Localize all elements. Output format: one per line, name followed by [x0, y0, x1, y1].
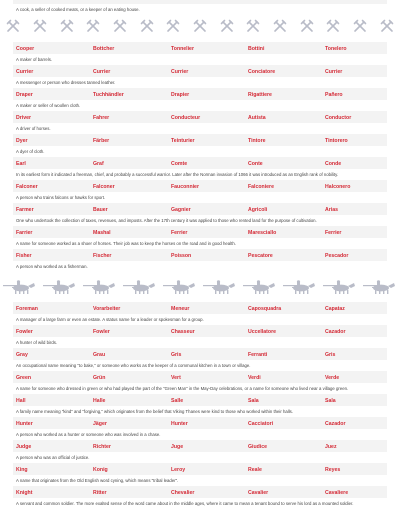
cell-german: Grau [93, 351, 106, 358]
surname-row [13, 486, 387, 498]
cell-spanish: Capataz [325, 305, 345, 312]
cell-german [93, 0, 106, 2]
row-description: A cook, a seller of cooked meats, or a keeper of an eating house. [16, 7, 140, 12]
cell-english: Cooper [16, 45, 35, 52]
cell-italian: Ferranti [248, 351, 268, 358]
cell-italian: Agricoli [248, 206, 268, 213]
cell-german: Falconer [93, 183, 115, 190]
cell-french: Conducteur [171, 114, 201, 121]
row-description: A maker of barrels. [16, 57, 53, 62]
cell-italian: Verdi [248, 374, 261, 381]
crossed-fork-knife-icon [353, 19, 367, 33]
crossed-fork-knife-icon [193, 19, 207, 33]
mounted-knight-icon [363, 280, 397, 294]
decorative-band-cutlery [0, 15, 400, 37]
row-description: A manager of a large farm or even an estate. A status name for a leader or spokesman for a group. [16, 317, 204, 322]
cell-spanish: Currier [325, 68, 343, 75]
cell-german: Fowler [93, 328, 110, 335]
surname-row [13, 65, 387, 77]
cell-english: Gray [16, 351, 28, 358]
row-description: A name for someone who dressed in green or who had played the part of the "Green Man" in the May-Day celebrations, or a name for someone who lived near a village green. [16, 386, 349, 391]
row-description: A dyer of cloth. [16, 149, 45, 154]
row-description: A person who was an official of justice. [16, 455, 90, 460]
cell-french: Leroy [171, 466, 186, 473]
crossed-fork-knife-icon [33, 19, 47, 33]
cell-spanish: Gris [325, 351, 336, 358]
cell-german: Färber [93, 137, 110, 144]
surname-row [13, 417, 387, 429]
cell-english: Judge [16, 443, 32, 450]
cell-italian: Cacciatori [248, 420, 274, 427]
cell-italian: Bottini [248, 45, 265, 52]
cell-german: Bottcher [93, 45, 115, 52]
cell-french: Currier [171, 68, 189, 75]
cell-french: Ferrier [171, 229, 188, 236]
cell-italian: Uccellatore [248, 328, 276, 335]
surname-row [13, 325, 387, 337]
cell-english: Green [16, 374, 31, 381]
cell-english [16, 0, 29, 2]
row-description: A maker or seller of woollen cloth. [16, 103, 81, 108]
surname-row [13, 440, 387, 452]
cell-german: Konig [93, 466, 108, 473]
mounted-knight-icon [283, 280, 317, 294]
mounted-knight-icon [163, 280, 197, 294]
crossed-fork-knife-icon [220, 19, 234, 33]
surname-row [13, 42, 387, 54]
cell-italian: Caposquadra [248, 305, 282, 312]
cell-english: Hall [16, 397, 26, 404]
row-description: A hunter of wild birds. [16, 340, 58, 345]
row-description: A family name meaning "kind" and "forgiving," which originates from the belief that Viking Thanes were kind to those who worked within their halls. [16, 409, 294, 414]
cell-french: Chevalier [171, 489, 195, 496]
surname-row [13, 302, 387, 314]
cell-french: Hunter [171, 420, 188, 427]
surname-row [13, 371, 387, 383]
crossed-fork-knife-icon [246, 19, 260, 33]
cell-english: Farmer [16, 206, 34, 213]
row-description: A driver of horses. [16, 126, 51, 131]
cell-italian: Conte [248, 160, 263, 167]
cell-italian: Rigattiere [248, 91, 272, 98]
cell-english: Falconer [16, 183, 38, 190]
cell-french: Comte [171, 160, 188, 167]
mounted-knight-icon [83, 280, 117, 294]
cell-italian: Giudice [248, 443, 268, 450]
cell-italian: Autista [248, 114, 266, 121]
cell-german: Jäger [93, 420, 107, 427]
crossed-fork-knife-icon [60, 19, 74, 33]
surname-row [13, 134, 387, 146]
cell-italian: Sala [248, 397, 259, 404]
cell-german: Tuchhändler [93, 91, 124, 98]
crossed-fork-knife-icon [300, 19, 314, 33]
cell-german: Fischer [93, 252, 112, 259]
cell-english: Draper [16, 91, 33, 98]
cell-spanish: Cazador [325, 420, 346, 427]
cell-italian: Maresciallo [248, 229, 277, 236]
crossed-fork-knife-icon [113, 19, 127, 33]
surname-row [13, 111, 387, 123]
cell-english: Knight [16, 489, 33, 496]
cell-english: King [16, 466, 28, 473]
cell-italian: Falconiere [248, 183, 274, 190]
cell-english: Dyer [16, 137, 28, 144]
row-description: A name for someone worked as a shoer of horses. Their job was to keep the horses on the road and in good health. [16, 241, 236, 246]
row-description: A servant and common soldier. The more exalted sense of the word came about in the middle ages, where it came to mean a tenant bound to serve his lord as a mounted soldier. [16, 501, 354, 506]
decorative-band-knight [0, 276, 400, 298]
cell-english: Fowler [16, 328, 33, 335]
cell-french: Gagnier [171, 206, 191, 213]
surname-row [13, 226, 387, 238]
cell-spanish: Ferrier [325, 229, 342, 236]
cell-italian: Reale [248, 466, 262, 473]
mounted-knight-icon [203, 280, 237, 294]
mounted-knight-icon [323, 280, 357, 294]
row-description: A name that originates from the Old English word cyning, which means "tribal leader". [16, 478, 179, 483]
surname-row [13, 394, 387, 406]
cell-german: Grün [93, 374, 106, 381]
row-description: One who undertook the collection of taxes, revenues, and imposts. After the 17th century it was applied to those who rented land for the purpose of cultivation. [16, 218, 317, 223]
cell-french: Gris [171, 351, 182, 358]
cell-english: Driver [16, 114, 31, 121]
cell-italian: Conciatore [248, 68, 276, 75]
mounted-knight-icon [123, 280, 157, 294]
mounted-knight-icon [43, 280, 77, 294]
mounted-knight-icon [3, 280, 37, 294]
cell-spanish: Verde [325, 374, 340, 381]
cell-english: Currier [16, 68, 34, 75]
cell-german: Halle [93, 397, 106, 404]
cell-german: Vorarbeiter [93, 305, 121, 312]
cell-spanish: Cavaliere [325, 489, 349, 496]
surname-row [13, 157, 387, 169]
cell-italian [248, 0, 264, 2]
crossed-fork-knife-icon [273, 19, 287, 33]
surname-row [13, 180, 387, 192]
row-description: An occupational name meaning "to bake," or someone who works as the keeper of a communal kitchen in a town or village. [16, 363, 251, 368]
cell-spanish: Sala [325, 397, 336, 404]
cell-spanish: Conductor [325, 114, 352, 121]
row-description: A person who worked as a hunter or someone who was involved in a chase. [16, 432, 161, 437]
cell-german: Mashal [93, 229, 111, 236]
cell-french: Drapier [171, 91, 190, 98]
crossed-fork-knife-icon [6, 19, 20, 33]
cell-german: Richter [93, 443, 111, 450]
cell-german: Ritter [93, 489, 107, 496]
crossed-fork-knife-icon [380, 19, 394, 33]
cell-spanish: Tintorero [325, 137, 348, 144]
cell-german: Currier [93, 68, 111, 75]
cell-english: Earl [16, 160, 26, 167]
row-description: In its earliest form it indicated a freeman, chief, and probably a successful warrior. Later after the Norman invasion of 1066 it was introduced as an English rank of nobility. [16, 172, 339, 177]
cell-german: Bauer [93, 206, 108, 213]
cell-spanish: Cazador [325, 328, 346, 335]
cell-french: Poisson [171, 252, 192, 259]
mounted-knight-icon [243, 280, 277, 294]
cell-french: Tonnelier [171, 45, 194, 52]
surname-row [13, 249, 387, 261]
cell-english: Foreman [16, 305, 38, 312]
cell-spanish [325, 0, 347, 2]
surname-row-fragment [13, 0, 387, 4]
cell-italian: Tintore [248, 137, 266, 144]
cell-spanish: Tonelero [325, 45, 347, 52]
crossed-fork-knife-icon [326, 19, 340, 33]
cell-french: Teinturier [171, 137, 195, 144]
cell-italian: Cavalier [248, 489, 269, 496]
cell-german: Fahrer [93, 114, 110, 121]
crossed-fork-knife-icon [86, 19, 100, 33]
cell-french: Vert [171, 374, 181, 381]
crossed-fork-knife-icon [166, 19, 180, 33]
crossed-fork-knife-icon [140, 19, 154, 33]
cell-english: Farrier [16, 229, 33, 236]
surname-row [13, 203, 387, 215]
cell-spanish: Arias [325, 206, 338, 213]
cell-spanish: Halconero [325, 183, 351, 190]
surname-row [13, 88, 387, 100]
cell-spanish: Reyes [325, 466, 341, 473]
cell-german: Graf [93, 160, 104, 167]
cell-french: Fauconnier [171, 183, 199, 190]
row-description: A person who worked as a fisherman. [16, 264, 88, 269]
cell-spanish: Pescador [325, 252, 349, 259]
cell-french: Chasseur [171, 328, 195, 335]
cell-spanish: Conde [325, 160, 342, 167]
cell-french: Salle [171, 397, 184, 404]
cell-french: Meneur [171, 305, 190, 312]
surname-row [13, 463, 387, 475]
cell-french [171, 0, 193, 2]
row-description: A messenger or person who dresses tanned leather. [16, 80, 116, 85]
cell-italian: Pescatore [248, 252, 273, 259]
cell-english: Fisher [16, 252, 32, 259]
cell-english: Hunter [16, 420, 33, 427]
cell-french: Juge [171, 443, 184, 450]
surname-row [13, 348, 387, 360]
cell-spanish: Pañero [325, 91, 343, 98]
cell-spanish: Juez [325, 443, 337, 450]
row-description: A person who trains falcons or hawks for sport. [16, 195, 106, 200]
